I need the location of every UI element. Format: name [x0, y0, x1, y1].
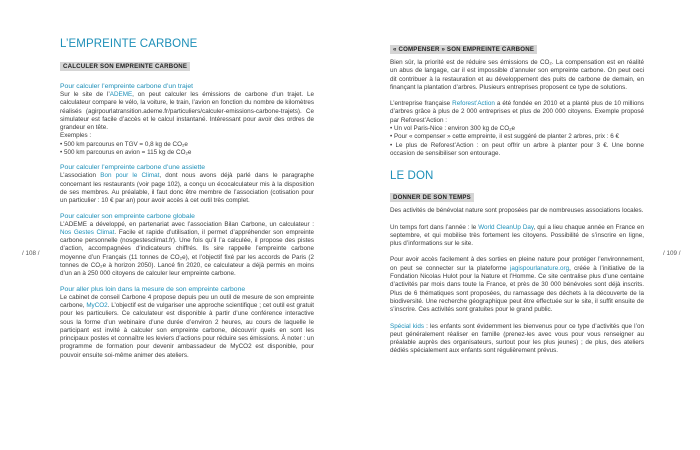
para-special-kids: Spécial kids : les enfants sont évidemment les bienvenus pour ce type d’activités que l’on peut généralement réaliser en famille (prenez-les avec vous pour vous renseigner au préalable auprès des organisateurs, surtout pour les plus jeunes) ; de plus, des ateliers dédiés spécialement aux enfants sont régulièrement prévus.: [390, 322, 644, 355]
right-page: [350, 0, 700, 450]
heading-globale: Pour calculer son empreinte carbone globale: [60, 212, 195, 220]
link-nos-gestes-climat[interactable]: Nos Gestes Climat: [60, 228, 115, 236]
link-world-cleanup-day[interactable]: World CleanUp Day: [478, 223, 534, 231]
examples-label: Exemples :: [60, 132, 92, 140]
bullet-plus: • Le plus de Reforest’Action : on peut offrir un arbre à planter pour 3 €. Une bonne occasion de sensibiliser son entourage.: [390, 141, 644, 157]
section-title-empreinte: L’EMPREINTE CARBONE: [60, 38, 198, 50]
para-trajet: Sur le site de l’ADEME, on peut calculer les émissions de carbone d’un trajet. Le calculateur compare le vélo, la voiture, le train, l’avion en fonction du nombre de kilomètres réalisés (agirpourlatransition.ademe.fr/particuliers/calculer-emissions-carbone-trajets). Ce simulateur est facile d’accès et le calcul instantané. Intéressant pour avoir des ordres de grandeur en tête.: [60, 91, 314, 132]
bullet-compenser: • Pour « compenser » cette empreinte, il est suggéré de planter 2 arbres, prix : 6 €: [390, 133, 620, 141]
heading-assiette: Pour calculer l’empreinte carbone d’une assiette: [60, 164, 206, 172]
example-avion: • 500 km parcourus en avion = 115 kg de CO₂e: [60, 149, 192, 157]
link-myco2[interactable]: MyCO2: [86, 301, 108, 309]
link-bon-pour-le-climat[interactable]: Bon pour le Climat: [100, 172, 160, 180]
heading-aller-plus-loin: Pour aller plus loin dans la mesure de son empreinte carbone: [60, 285, 246, 293]
para-globale: L’ADEME a développé, en partenariat avec l’association Bilan Carbone, un calculateur : Nos Gestes Climat. Facile et rapide d’utilisation, il permet d’appréhender son empreinte carbone personnelle (nosgestesclimat.fr). Une fois qu’il l’a calculée, il propose des pistes d’action, accompagnées d’indicateurs chiffrés. Ils sire rappelle l’empreinte carbone moyenne d’un Français (11 tonnes de CO₂e), et l’objectif fixé par les accords de Paris (2 tonnes de CO₂e à horizon 2050). Lancé fin 2020, ce calculateur a déjà permis en moins d’un an à 250 000 citoyens de calculer leur empreinte carbone.: [60, 220, 314, 278]
para-aller-plus-loin: Le cabinet de conseil Carbone 4 propose depuis peu un outil de mesure de son empreinte carbone, MyCO2. L’objectif est de vulgariser une approche scientifique ; cet outil est gratuit pour les particuliers. Ce calculateur est disponible à partir d’une conférence interactive sous la forme d’un webinaire d’une durée d’environ 2 heures, au cours de laquelle le participant est invité à calculer son empreinte carbone, découvrir quels en sont les principaux postes et connaître les leviers d’actions pour réduire ses émissions. À noter : un programme de formation pour devenir ambassadeur de MyCO2 est disponible, pour pouvoir ensuite soi-même animer des ateliers.: [60, 293, 314, 359]
heading-trajet: Pour calculer l’empreinte carbone d’un trajet: [60, 83, 193, 90]
para-jagis: Pour avoir accès facilement à des sorties en pleine nature pour protéger l’environnement, on peut se connecter sur la plateforme jagispourlanature.org, créée à l’initiative de la Fondation Nicolas Hulot pour la Nature et l’Homme. Ce site centralise plus d’une centaine d’activités par mois dans toute la France, et près de 30 000 bénévoles sont déjà inscrits. Plus de 6 thématiques sont proposées, du ramassage des déchets à la découverte de la biodiversité. Une recherche géographique peut être effectuée sur le site, il suffit ensuite de s’inscrire. Ces activités sont gratuites pour le grand public.: [390, 256, 644, 314]
page-number-right: / 109 /: [663, 250, 681, 257]
link-jagispourlanature[interactable]: jagispourlanature.org: [509, 264, 570, 272]
tag-compenser: « COMPENSER » SON EMPREINTE CARBONE: [390, 45, 537, 54]
para-benevolat: Des activités de bénévolat nature sont proposées par de nombreuses associations locales.: [390, 207, 644, 215]
tag-donner: DONNER DE SON TEMPS: [390, 193, 474, 202]
page-number-left: / 108 /: [22, 250, 40, 257]
para-reforest: L’entreprise française Reforest’Action a été fondée en 2010 et a planté plus de 10 millions d’arbres grâce à plus de 2 000 entreprises et plus de 200 000 citoyens. Exemple proposé par Reforest’Action :: [390, 100, 644, 124]
link-ademe[interactable]: ADEME: [109, 91, 133, 98]
link-reforest-action[interactable]: Reforest’Action: [452, 100, 495, 108]
bullet-vol: • Un vol Paris-Nice : environ 300 kg de CO₂e: [390, 125, 516, 133]
left-column: [60, 38, 314, 360]
right-column: [390, 38, 644, 356]
tag-calculer: CALCULER SON EMPREINTE CARBONE: [60, 62, 190, 71]
example-tgv: • 500 km parcourus en TGV = 0,8 kg de CO₂e: [60, 140, 188, 148]
section-title-le-don: LE DON: [390, 170, 434, 183]
para-cleanup: Un temps fort dans l’année : le World CleanUp Day, qui a lieu chaque année en France en septembre, et qui mobilise très fortement les citoyens. Possibilité de s’inscrire en ligne, plus d’informations sur le site.: [390, 223, 645, 248]
link-special-kids: Spécial kids: [390, 322, 424, 330]
para-compenser: Bien sûr, la priorité est de réduire ses émissions de CO₂. La compensation est en réalité un abus de langage, car il est impossible d’annuler son empreinte carbone. On peut ceci dit contribuer à la restauration et au développement des puits de carbone de demain, en finançant la plantation d’arbres. Plusieurs entreprises proposent ce type de solutions.: [390, 59, 644, 91]
para-assiette: L’association Bon pour le Climat, dont nous avons déjà parlé dans le paragraphe concernant les restaurants (voir page 102), a conçu un écocalculateur mis à la disposition de ses membres. Au préalable, il faut donc être membre de l’association (cotisation pour un particulier : 10 € par an) pour avoir accès à cet outil très complet.: [60, 172, 314, 205]
